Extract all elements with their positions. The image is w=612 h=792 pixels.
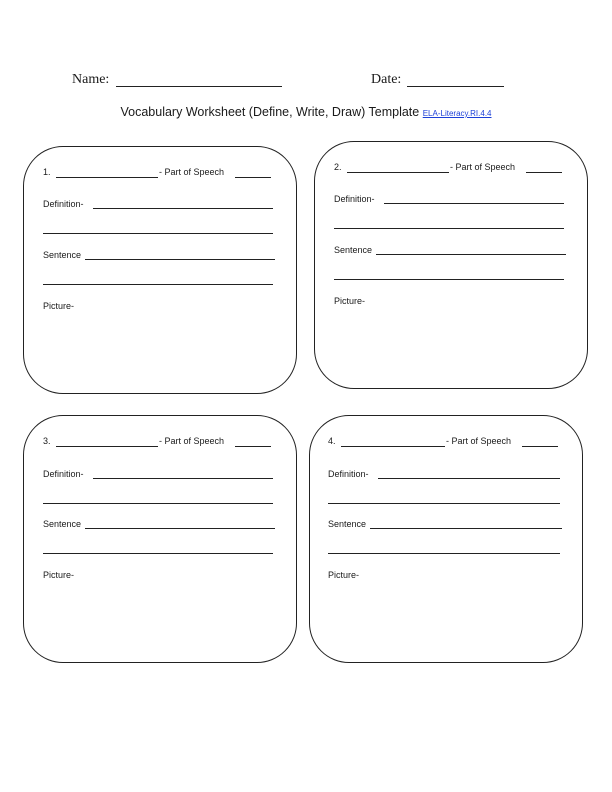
- card-3-definition-line-2[interactable]: [43, 503, 273, 504]
- card-4-definition-line-2[interactable]: [328, 503, 560, 504]
- card-1-definition-line[interactable]: [93, 208, 273, 209]
- card-4-pos-label: - Part of Speech: [446, 436, 512, 446]
- vocab-card-2: [314, 141, 588, 389]
- card-2-pos-label: - Part of Speech: [450, 162, 516, 172]
- card-2-sentence-line-2[interactable]: [334, 279, 564, 280]
- worksheet-title: [0, 105, 612, 119]
- card-2-sentence-line[interactable]: [376, 254, 566, 255]
- vocab-card-3: [23, 415, 297, 663]
- card-4-definition-line[interactable]: [378, 478, 560, 479]
- card-3-sentence-line-2[interactable]: [43, 553, 273, 554]
- card-1-word-line[interactable]: [56, 177, 158, 178]
- card-4-pos-line[interactable]: [522, 446, 558, 447]
- card-3-sentence-line[interactable]: [85, 528, 275, 529]
- vocab-card-4: [309, 415, 583, 663]
- card-4-number: 4.: [328, 436, 336, 446]
- card-4-sentence-label: Sentence: [328, 519, 367, 529]
- card-4-definition-label: Definition-: [328, 469, 369, 479]
- card-3-number: 3.: [43, 436, 51, 446]
- card-2-definition-label: Definition-: [334, 194, 375, 204]
- name-line[interactable]: [116, 86, 282, 87]
- card-3-definition-label: Definition-: [43, 469, 84, 479]
- vocab-card-1: [23, 146, 297, 394]
- card-1-pos-label: - Part of Speech: [159, 167, 225, 177]
- card-2-sentence-label: Sentence: [334, 245, 373, 255]
- card-1-number: 1.: [43, 167, 51, 177]
- date-line[interactable]: [407, 86, 504, 87]
- card-2-definition-line[interactable]: [384, 203, 564, 204]
- card-4-word-line[interactable]: [341, 446, 445, 447]
- card-3-picture-label: Picture-: [43, 570, 75, 580]
- card-1-sentence-label: Sentence: [43, 250, 82, 260]
- card-1-sentence-line-2[interactable]: [43, 284, 273, 285]
- card-2-definition-line-2[interactable]: [334, 228, 564, 229]
- card-1-definition-line-2[interactable]: [43, 233, 273, 234]
- card-2-number: 2.: [334, 162, 342, 172]
- card-3-definition-line[interactable]: [93, 478, 273, 479]
- card-4-sentence-line[interactable]: [370, 528, 562, 529]
- card-3-pos-label: - Part of Speech: [159, 436, 225, 446]
- card-3-word-line[interactable]: [56, 446, 158, 447]
- card-4-sentence-line-2[interactable]: [328, 553, 560, 554]
- card-1-sentence-line[interactable]: [85, 259, 275, 260]
- card-2-word-line[interactable]: [347, 172, 449, 173]
- card-3-sentence-label: Sentence: [43, 519, 82, 529]
- standard-link[interactable]: ELA-Literacy.RI.4.4: [422, 109, 492, 118]
- card-4-picture-label: Picture-: [328, 570, 360, 580]
- card-1-pos-line[interactable]: [235, 177, 271, 178]
- date-label: Date:: [371, 72, 402, 87]
- card-2-picture-label: Picture-: [334, 296, 366, 306]
- card-3-pos-line[interactable]: [235, 446, 271, 447]
- card-1-picture-label: Picture-: [43, 301, 75, 311]
- name-label: Name:: [72, 72, 110, 87]
- card-1-definition-label: Definition-: [43, 199, 84, 209]
- card-2-pos-line[interactable]: [526, 172, 562, 173]
- title-text: Vocabulary Worksheet (Define, Write, Draw) Template: [120, 105, 420, 119]
